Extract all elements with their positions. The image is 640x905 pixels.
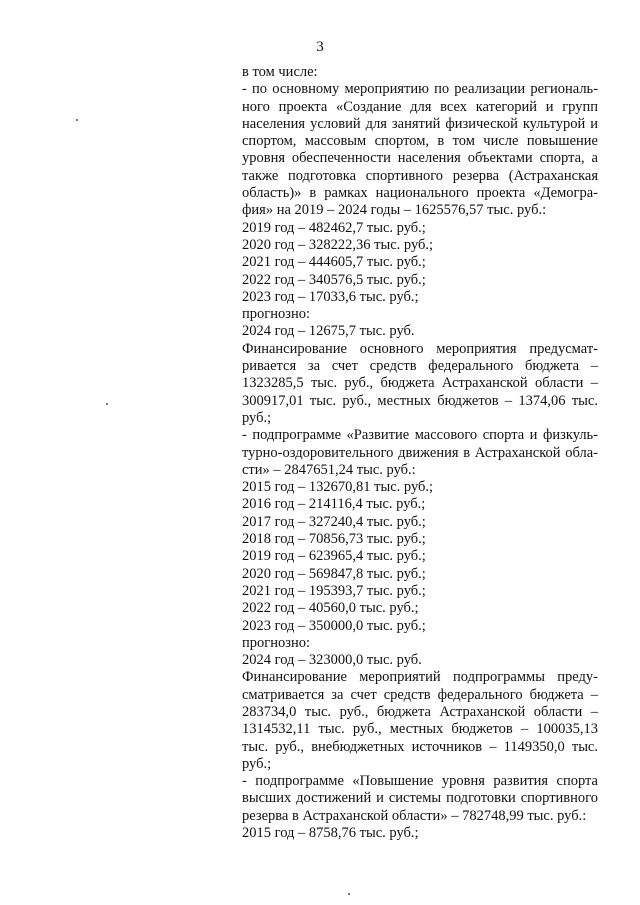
- scan-speck: [106, 403, 108, 405]
- body-line: также подготовка спортивного резерва (Астраханская: [242, 167, 598, 184]
- body-line: 2022 год – 40560,0 тыс. руб.;: [242, 600, 419, 617]
- body-line: руб.;: [242, 755, 272, 772]
- body-line: - подпрограмме «Развитие массового спорта и физкуль-: [242, 427, 598, 444]
- body-line: 300917,01 тыс. руб., местных бюджетов – 1374,06 тыс.: [242, 392, 598, 409]
- body-line: 2022 год – 340576,5 тыс. руб.;: [242, 271, 426, 288]
- body-line: турно-оздоровительного движения в Астраханской обла-: [242, 444, 598, 461]
- body-line: - по основному мероприятию по реализации региональ-: [242, 81, 598, 98]
- body-line: 2018 год – 70856,73 тыс. руб.;: [242, 531, 426, 548]
- body-line: 283734,0 тыс. руб., бюджета Астраханской области –: [242, 703, 598, 720]
- body-line: - подпрограмме «Повышение уровня развития спорта: [242, 773, 598, 790]
- body-line: 2024 год – 12675,7 тыс. руб.: [242, 323, 415, 340]
- body-line: 2024 год – 323000,0 тыс. руб.: [242, 652, 422, 669]
- body-line: высших достижений и системы подготовки спортивного: [242, 790, 598, 807]
- body-line: 2023 год – 350000,0 тыс. руб.;: [242, 617, 426, 634]
- body-line: 2021 год – 444605,7 тыс. руб.;: [242, 254, 426, 271]
- body-line: Финансирование основного мероприятия предусмат-: [242, 340, 598, 357]
- body-line: прогнозно:: [242, 306, 310, 323]
- body-line: руб.;: [242, 409, 272, 426]
- body-line: 1314532,11 тыс. руб., местных бюджетов – 100035,13: [242, 721, 598, 738]
- body-line: 2017 год – 327240,4 тыс. руб.;: [242, 513, 426, 530]
- body-line: сти» – 2847651,24 тыс. руб.:: [242, 461, 416, 478]
- body-line: 2020 год – 328222,36 тыс. руб.;: [242, 236, 434, 253]
- body-line: 2019 год – 623965,4 тыс. руб.;: [242, 548, 426, 565]
- body-line: 2021 год – 195393,7 тыс. руб.;: [242, 582, 426, 599]
- scan-speck: [76, 119, 78, 121]
- body-line: в том числе:: [242, 64, 318, 80]
- body-line: 2015 год – 132670,81 тыс. руб.;: [242, 479, 434, 496]
- body-line: 2019 год – 482462,7 тыс. руб.;: [242, 219, 426, 236]
- body-line: 2020 год – 569847,8 тыс. руб.;: [242, 565, 426, 582]
- body-line: Финансирование мероприятий подпрограммы преду-: [242, 669, 598, 686]
- body-line: ного проекта «Создание для всех категорий и групп: [242, 98, 598, 115]
- body-line: прогнозно:: [242, 634, 310, 651]
- body-line: сматривается за счет средств федерального бюджета –: [242, 686, 598, 703]
- page-number: 3: [316, 39, 324, 55]
- body-line: фия» на 2019 – 2024 годы – 1625576,57 тыс. руб.:: [242, 202, 547, 219]
- document-body: [242, 64, 598, 842]
- body-line: 2016 год – 214116,4 тыс. руб.;: [242, 496, 426, 513]
- body-line: 1323285,5 тыс. руб., бюджета Астраханской области –: [242, 375, 598, 392]
- body-line: ривается за счет средств федерального бюджета –: [242, 358, 598, 375]
- body-line: спортом, массовым спортом, в том числе повышение: [242, 133, 598, 150]
- body-line: 2015 год – 8758,76 тыс. руб.;: [242, 825, 419, 842]
- body-line: тыс. руб., внебюджетных источников – 1149350,0 тыс.: [242, 738, 598, 755]
- body-line: уровня обеспеченности населения объектами спорта, а: [242, 150, 598, 167]
- scan-speck: [348, 893, 350, 895]
- body-line: область)» в рамках национального проекта «Демогра-: [242, 185, 598, 202]
- body-line: населения условий для занятий физической культурой и: [242, 115, 598, 132]
- body-line: резерва в Астраханской области» – 782748,99 тыс. руб.:: [242, 807, 587, 824]
- body-line: 2023 год – 17033,6 тыс. руб.;: [242, 288, 419, 305]
